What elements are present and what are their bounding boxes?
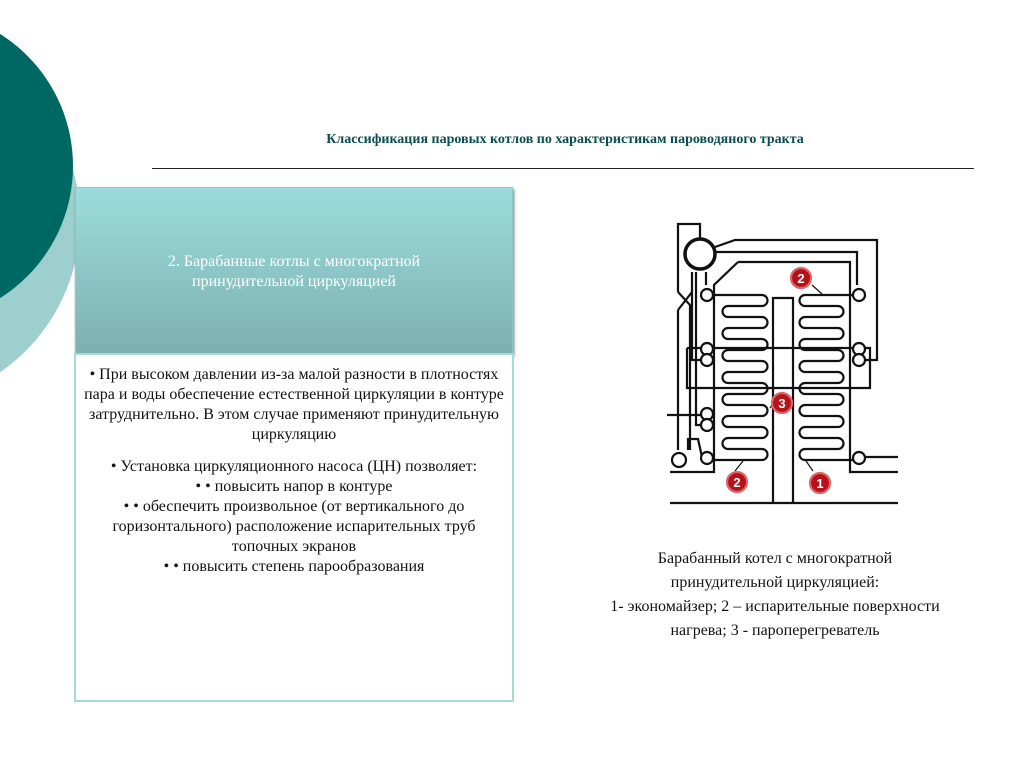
- sub-item-2: • • обеспечить произвольное (от вертикального до горизонтального) расположение испарительных труб топочных экранов: [112, 498, 476, 555]
- caption-line-3: 1- экономайзер; 2 – испарительные поверхности: [610, 598, 940, 615]
- sub-item-1: • • повысить напор в контуре: [195, 478, 393, 495]
- sub-item-3: • • повысить степень парообразования: [163, 558, 425, 575]
- caption-line-2: принудительной циркуляцией:: [670, 574, 880, 591]
- marker-2-bottom: [727, 472, 747, 492]
- drum-icon: [685, 239, 715, 269]
- evaporator-coil-right: [800, 295, 854, 460]
- marker-3: [772, 393, 792, 413]
- slide-title: Классификация паровых котлов по характеристикам пароводяного тракта: [326, 132, 804, 147]
- marker-label: 3: [778, 396, 786, 411]
- marker-1: [810, 473, 830, 493]
- paragraph-1: • При высоком давлении из-за малой разности в плотностях пара и воды обеспечение естественной циркуляции в контуре затруднительно. В этом случае применяют принудительную циркуляцию: [84, 366, 504, 443]
- caption-line-4: нагрева; 3 - пароперегреватель: [670, 622, 880, 639]
- caption-line-1: Барабанный котел с многократной: [657, 550, 893, 567]
- marker-2-top: [791, 268, 811, 288]
- header-line-2: принудительной циркуляцией: [192, 273, 396, 290]
- marker-label: 1: [816, 476, 824, 491]
- headers: [672, 289, 865, 467]
- evaporator-coil-left: [713, 295, 768, 460]
- title-divider: [152, 168, 974, 169]
- paragraph-2: • Установка циркуляционного насоса (ЦН) позволяет:: [110, 458, 478, 475]
- diagram-caption: [540, 547, 1010, 643]
- leader-lines: [735, 285, 822, 471]
- content-box: [74, 353, 514, 702]
- marker-label: 2: [733, 475, 741, 490]
- marker-label: 2: [797, 271, 805, 286]
- header-box: [75, 187, 513, 355]
- boiler-diagram: [650, 210, 910, 510]
- header-line-1: 2. Барабанные котлы с многократной: [167, 253, 421, 270]
